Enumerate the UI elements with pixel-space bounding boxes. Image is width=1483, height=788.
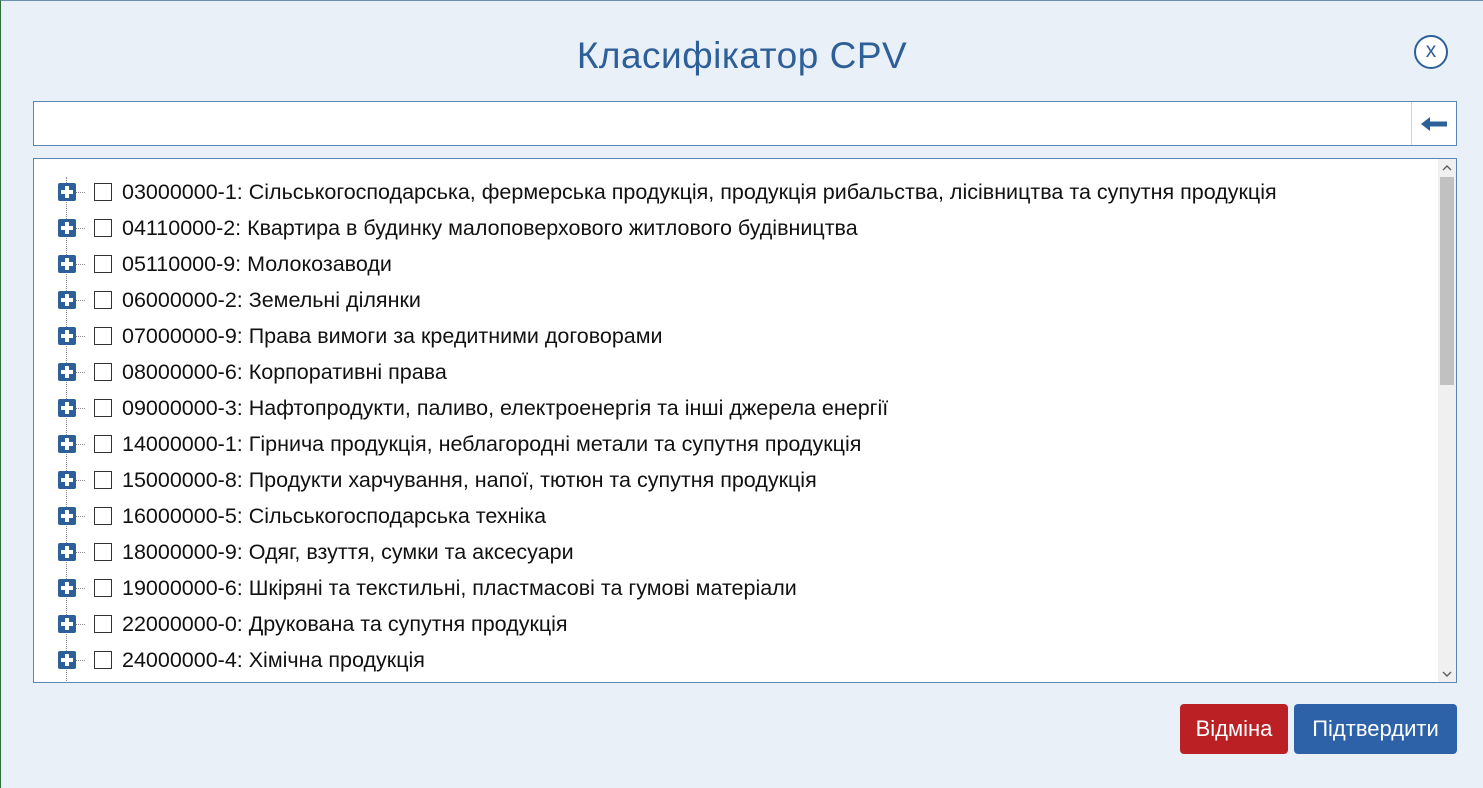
tree-branch-line <box>76 588 85 589</box>
expand-plus-icon[interactable] <box>58 471 76 489</box>
expand-plus-icon[interactable] <box>58 507 76 525</box>
item-checkbox[interactable] <box>94 327 112 345</box>
tree-branch-line <box>76 228 85 229</box>
tree-item[interactable] <box>34 210 1434 246</box>
tree-item-label[interactable]: 24000000-4: Хімічна продукція <box>122 647 425 672</box>
expand-plus-icon[interactable] <box>58 327 76 345</box>
expand-plus-icon[interactable] <box>58 579 76 597</box>
tree-item[interactable] <box>34 318 1434 354</box>
item-checkbox[interactable] <box>94 471 112 489</box>
scroll-down-button[interactable] <box>1438 665 1456 682</box>
tree-item[interactable] <box>34 246 1434 282</box>
item-checkbox[interactable] <box>94 255 112 273</box>
item-checkbox[interactable] <box>94 507 112 525</box>
chevron-up-icon <box>1442 165 1452 171</box>
tree-branch-line <box>76 192 85 193</box>
tree-item[interactable] <box>34 498 1434 534</box>
tree-branch-line <box>76 480 85 481</box>
tree-item-label[interactable]: 18000000-9: Одяг, взуття, сумки та аксесуари <box>122 539 574 564</box>
tree-branch-line <box>76 372 85 373</box>
tree-branch-line <box>76 444 85 445</box>
tree-item[interactable] <box>34 390 1434 426</box>
scroll-up-button[interactable] <box>1438 159 1456 176</box>
expand-plus-icon[interactable] <box>58 399 76 417</box>
item-checkbox[interactable] <box>94 183 112 201</box>
tree-branch-line <box>76 660 85 661</box>
tree-item[interactable] <box>34 426 1434 462</box>
dialog-title: Класифікатор CPV <box>576 35 908 76</box>
tree-item-label[interactable]: 19000000-6: Шкіряні та текстильні, пластмасові та гумові матеріали <box>122 575 797 600</box>
tree-item-label[interactable]: 05110000-9: Молокозаводи <box>122 251 392 276</box>
chevron-down-icon <box>1442 671 1452 677</box>
expand-plus-icon[interactable] <box>58 363 76 381</box>
tree-branch-line <box>76 516 85 517</box>
tree-item[interactable] <box>34 282 1434 318</box>
tree-item-label[interactable]: 07000000-9: Права вимоги за кредитними договорами <box>122 323 663 348</box>
expand-plus-icon[interactable] <box>58 543 76 561</box>
expand-plus-icon[interactable] <box>58 615 76 633</box>
expand-plus-icon[interactable] <box>58 435 76 453</box>
tree-item[interactable] <box>34 534 1434 570</box>
item-checkbox[interactable] <box>94 579 112 597</box>
expand-plus-icon[interactable] <box>58 183 76 201</box>
tree-branch-line <box>76 624 85 625</box>
item-checkbox[interactable] <box>94 651 112 669</box>
item-checkbox[interactable] <box>94 615 112 633</box>
tree-item[interactable] <box>34 354 1434 390</box>
tree-branch-line <box>76 300 85 301</box>
tree-item[interactable] <box>34 606 1434 642</box>
tree-item-label[interactable]: 16000000-5: Сільськогосподарська техніка <box>122 503 547 528</box>
expand-plus-icon[interactable] <box>58 651 76 669</box>
tree-branch-line <box>76 408 85 409</box>
tree-item[interactable] <box>34 174 1434 210</box>
search-bar <box>33 101 1457 146</box>
tree-item-label[interactable]: 04110000-2: Квартира в будинку малоповерхового житлового будівництва <box>122 215 858 240</box>
tree-item[interactable] <box>34 462 1434 498</box>
cancel-button[interactable]: Відміна <box>1180 704 1288 754</box>
tree-item[interactable] <box>34 642 1434 678</box>
tree-item-label[interactable]: 03000000-1: Сільськогосподарська, фермерська продукція, продукція рибальства, лісівництва та супутня продукція <box>122 179 1277 204</box>
expand-plus-icon[interactable] <box>58 219 76 237</box>
item-checkbox[interactable] <box>94 291 112 309</box>
item-checkbox[interactable] <box>94 363 112 381</box>
expand-plus-icon[interactable] <box>58 255 76 273</box>
tree-item-label[interactable]: 06000000-2: Земельні ділянки <box>122 287 421 312</box>
item-checkbox[interactable] <box>94 435 112 453</box>
tree-list <box>34 159 1438 682</box>
tree-item-label[interactable]: 15000000-8: Продукти харчування, напої, тютюн та супутня продукція <box>122 467 817 492</box>
tree-branch-line <box>76 264 85 265</box>
close-button[interactable]: x <box>1414 35 1448 69</box>
tree-item-label[interactable]: 14000000-1: Гірнича продукція, неблагородні метали та супутня продукція <box>122 431 862 456</box>
back-button[interactable] <box>1412 102 1456 145</box>
tree-branch-line <box>76 552 85 553</box>
item-checkbox[interactable] <box>94 219 112 237</box>
expand-plus-icon[interactable] <box>58 291 76 309</box>
confirm-button[interactable]: Підтвердити <box>1294 704 1457 754</box>
scrollbar-thumb[interactable] <box>1440 177 1454 385</box>
tree-branch-line <box>76 336 85 337</box>
cpv-tree <box>33 158 1457 683</box>
search-input[interactable] <box>34 102 1410 145</box>
tree-item-label[interactable]: 09000000-3: Нафтопродукти, паливо, електроенергія та інші джерела енергії <box>122 395 889 420</box>
tree-item-label[interactable]: 08000000-6: Корпоративні права <box>122 359 447 384</box>
arrow-left-icon <box>1421 117 1447 131</box>
tree-item[interactable] <box>34 570 1434 606</box>
item-checkbox[interactable] <box>94 399 112 417</box>
tree-item-label[interactable]: 22000000-0: Друкована та супутня продукція <box>122 611 568 636</box>
vertical-scrollbar[interactable] <box>1438 159 1456 682</box>
item-checkbox[interactable] <box>94 543 112 561</box>
